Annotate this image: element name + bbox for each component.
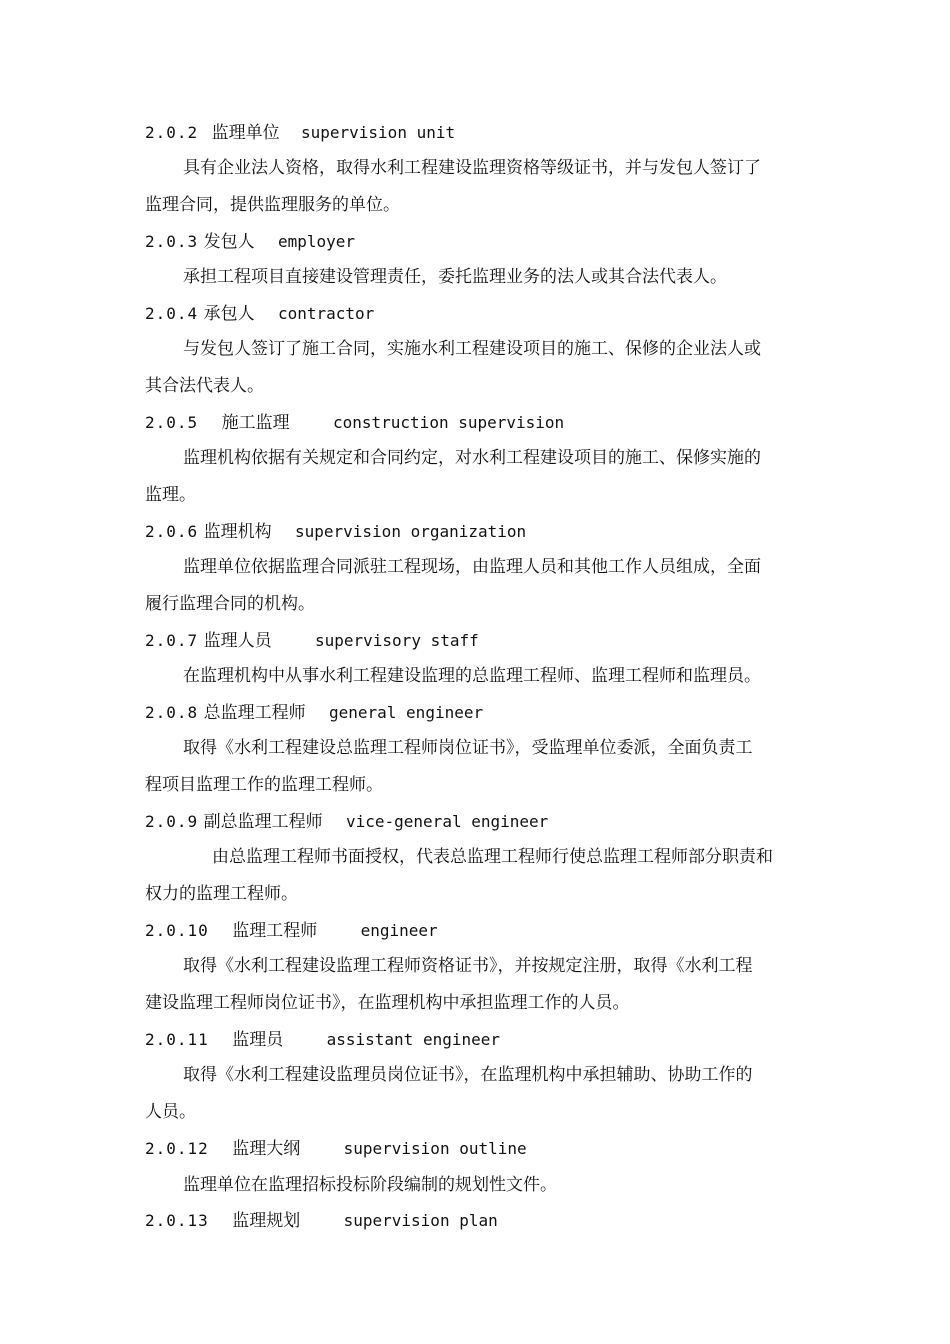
definition-line: 其合法代表人。 <box>145 376 264 396</box>
term-heading-2-0-6 <box>145 521 526 543</box>
term-zh: 监理单位 <box>211 123 280 143</box>
term-number: 2.0.11 <box>145 1030 209 1049</box>
term-heading-2-0-10 <box>145 920 438 942</box>
term-zh: 监理机构 <box>203 522 272 542</box>
definition-line: 监理单位在监理招标投标阶段编制的规划性文件。 <box>183 1175 557 1195</box>
term-number: 2.0.8 <box>145 703 199 722</box>
term-number: 2.0.6 <box>145 522 199 541</box>
term-heading-2-0-11 <box>145 1029 500 1051</box>
term-en: engineer <box>360 921 438 940</box>
definition-line: 监理。 <box>145 485 196 505</box>
term-en: supervisory staff <box>314 631 479 650</box>
term-heading-2-0-12 <box>145 1138 527 1160</box>
definition-line: 取得《水利工程建设监理员岗位证书》，在监理机构中承担辅助、协助工作的 <box>183 1065 753 1085</box>
term-zh: 发包人 <box>203 232 255 252</box>
term-zh: 监理员 <box>232 1030 284 1050</box>
term-heading-2-0-13 <box>145 1210 498 1232</box>
term-zh: 监理工程师 <box>232 921 318 941</box>
definition-line: 承担工程项目直接建设管理责任，委托监理业务的法人或其合法代表人。 <box>183 267 727 287</box>
term-en: supervision outline <box>343 1139 527 1158</box>
definition-line: 监理机构依据有关规定和合同约定，对水利工程建设项目的施工、保修实施的 <box>183 448 761 468</box>
definition-line: 监理单位依据监理合同派驻工程现场，由监理人员和其他工作人员组成，全面 <box>183 557 761 577</box>
definition-line: 取得《水利工程建设监理工程师资格证书》，并按规定注册，取得《水利工程 <box>183 956 753 976</box>
definition-line: 在监理机构中从事水利工程建设监理的总监理工程师、监理工程师和监理员。 <box>183 666 761 686</box>
term-en: supervision unit <box>300 123 456 142</box>
term-number: 2.0.10 <box>145 921 209 940</box>
definition-line: 监理合同，提供监理服务的单位。 <box>145 195 400 215</box>
term-number: 2.0.3 <box>145 232 199 251</box>
term-en: supervision organization <box>294 522 527 541</box>
term-heading-2-0-8 <box>145 702 483 724</box>
term-zh: 副总监理工程师 <box>203 812 323 832</box>
definition-line: 具有企业法人资格，取得水利工程建设监理资格等级证书，并与发包人签订了 <box>183 158 761 178</box>
term-number: 2.0.5 <box>145 413 199 432</box>
definition-line: 程项目监理工作的监理工程师。 <box>145 775 383 795</box>
term-heading-2-0-4 <box>145 303 374 325</box>
definition-line: 建设监理工程师岗位证书》，在监理机构中承担监理工作的人员。 <box>145 993 630 1013</box>
term-number: 2.0.12 <box>145 1139 209 1158</box>
term-zh: 监理规划 <box>232 1211 301 1231</box>
term-en: general engineer <box>328 703 484 722</box>
term-en: supervision plan <box>343 1211 498 1230</box>
term-heading-2-0-3 <box>145 231 355 253</box>
term-zh: 监理大纲 <box>232 1139 301 1159</box>
term-heading-2-0-5 <box>145 412 564 434</box>
definition-line: 取得《水利工程建设总监理工程师岗位证书》，受监理单位委派，全面负责工 <box>183 738 753 758</box>
term-en: assistant engineer <box>326 1030 500 1049</box>
term-en: construction supervision <box>332 413 565 432</box>
term-en: contractor <box>277 304 375 323</box>
term-heading-2-0-2 <box>145 122 455 144</box>
term-zh: 总监理工程师 <box>203 703 306 723</box>
definition-line: 权力的监理工程师。 <box>145 884 298 904</box>
term-heading-2-0-7 <box>145 630 479 652</box>
definition-line: 履行监理合同的机构。 <box>145 594 315 614</box>
term-number: 2.0.7 <box>145 631 199 650</box>
term-zh: 监理人员 <box>203 631 272 651</box>
definition-line: 由总监理工程师书面授权，代表总监理工程师行使总监理工程师部分职责和 <box>212 847 773 867</box>
definition-line: 人员。 <box>145 1102 196 1122</box>
term-heading-2-0-9 <box>145 811 548 833</box>
term-zh: 施工监理 <box>221 413 290 433</box>
term-en: employer <box>277 232 356 251</box>
term-number: 2.0.9 <box>145 812 199 831</box>
term-en: vice-general engineer <box>345 812 549 831</box>
term-number: 2.0.4 <box>145 304 199 323</box>
term-number: 2.0.2 <box>145 123 199 142</box>
term-number: 2.0.13 <box>145 1211 209 1230</box>
definition-line: 与发包人签订了施工合同，实施水利工程建设项目的施工、保修的企业法人或 <box>183 339 761 359</box>
term-zh: 承包人 <box>203 304 255 324</box>
